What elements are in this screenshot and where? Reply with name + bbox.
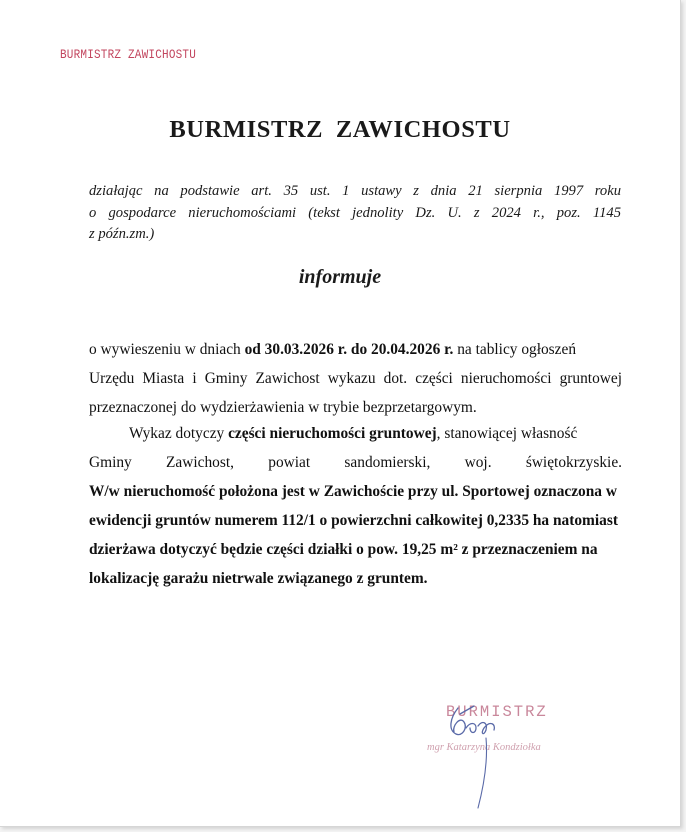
bold-phrase: części nieruchomości gruntowej (228, 425, 437, 442)
paragraph-line: Gminy Zawichost, powiat sandomierski, woj. świętokrzyskie. (89, 454, 622, 471)
legal-basis-line: działając na podstawie art. 35 ust. 1 ustawy z dnia 21 sierpnia 1997 roku (89, 183, 621, 199)
paragraph-line: oznaczona w ewidencji gruntów numerem 112/1 o powierzchni całkowitej (89, 483, 617, 529)
paragraph-line: przeznaczonej do wydzierżawienia w trybie bezprzetargowym. (89, 399, 477, 416)
paragraph-property (89, 419, 622, 593)
header-stamp: BURMISTRZ ZAWICHOSTU (60, 49, 197, 63)
informs-heading: informuje (298, 266, 382, 288)
text-run: o wywieszeniu w dniach (89, 341, 245, 358)
text-run: na tablicy ogłoszeń (453, 341, 577, 358)
handwritten-signature (440, 700, 530, 815)
paragraph-line: 0,2335 ha natomiast dzierżawa dotyczyć będzie części działki o pow. 19,25 (89, 512, 618, 558)
legal-basis-line: o gospodarce nieruchomościami (tekst jednolity Dz. U. z 2024 r., poz. 1145 (89, 204, 621, 221)
legal-basis-line: z późn.zm.) (89, 226, 155, 242)
signature-stamp-name: mgr Katarzyna Kondziołka (427, 742, 541, 753)
signature-stamp-title: BURMISTRZ (446, 703, 548, 721)
paragraph-line (89, 419, 622, 448)
paragraph-notice (89, 335, 622, 422)
date-range: od 30.03.2026 r. do 20.04.2026 r. (244, 341, 454, 358)
paragraph-line: Urzędu Miasta i Gminy Zawichost wykazu dot. części nieruchomości gruntowej (89, 370, 622, 387)
paragraph-line: z gruntem. (356, 570, 428, 587)
paragraph-line (89, 335, 622, 364)
legal-basis (89, 181, 621, 246)
paragraph-line: W/w nieruchomość położona jest w Zawichoście przy ul. Sportowej (89, 483, 530, 500)
paragraph-line: m² z przeznaczeniem na lokalizację garażu nietrwale związanego (89, 541, 598, 587)
document-title: BURMISTRZ ZAWICHOSTU (169, 116, 511, 143)
text-run: , stanowiącej własność (436, 425, 578, 442)
text-run: Wykaz dotyczy (129, 425, 229, 442)
